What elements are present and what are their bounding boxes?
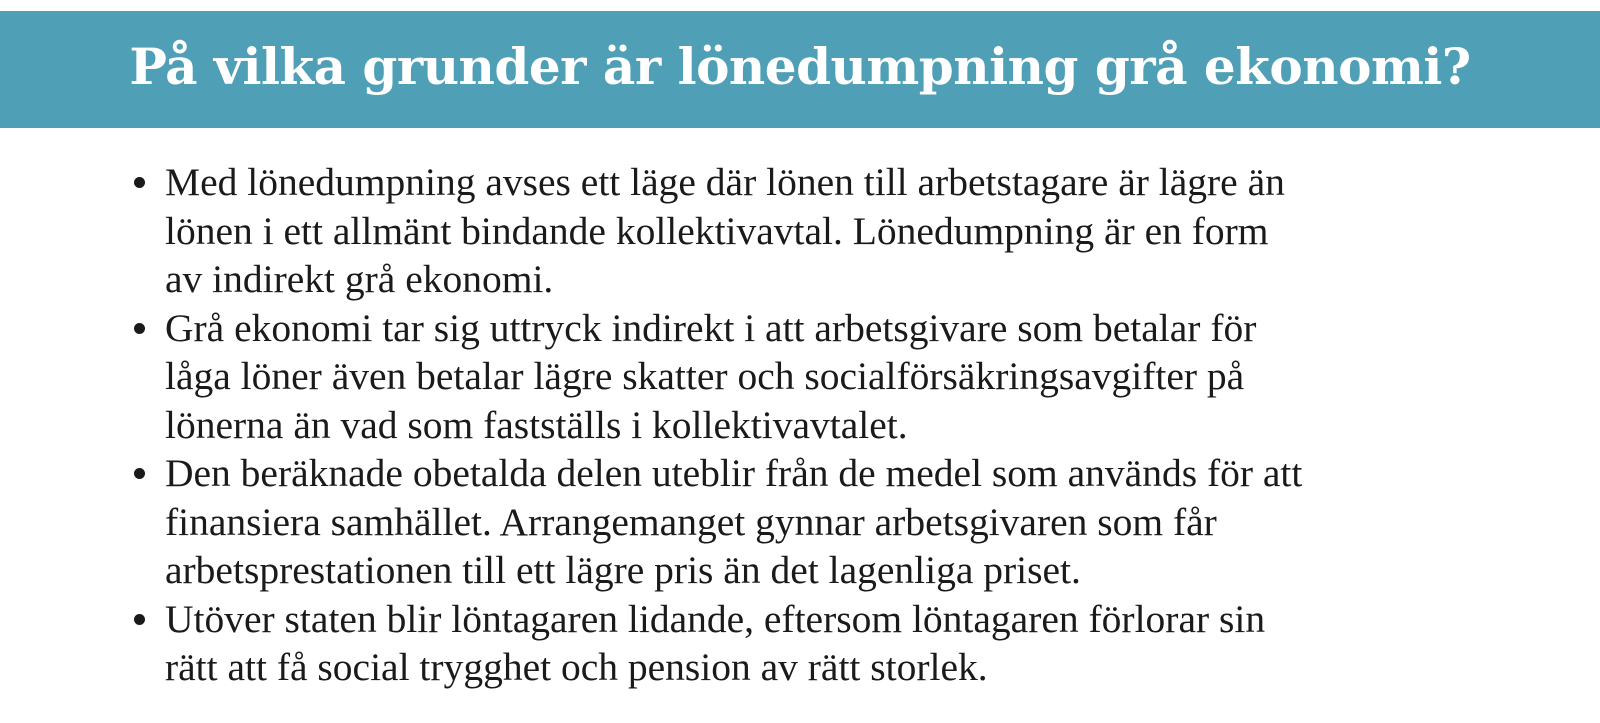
bullet-dot-icon: [134, 614, 145, 625]
bullet-line: Utöver staten blir löntagaren lidande, eftersom löntagaren förlorar sin: [165, 596, 1266, 641]
bullet-line: finansiera samhället. Arrangemanget gynnar arbetsgivaren som får: [165, 499, 1217, 544]
bullet-item: [0, 449, 1600, 595]
bullet-line: av indirekt grå ekonomi.: [165, 257, 554, 301]
bullet-line: Grå ekonomi tar sig uttryck indirekt i att arbetsgivare som betalar för: [165, 305, 1257, 350]
bullet-line: lönerna än vad som fastställs i kollektivavtalet.: [165, 402, 908, 447]
bullet-list: [0, 158, 1600, 692]
bullet-line: Med lönedumpning avses ett läge där lönen till arbetstagare är lägre än: [165, 160, 1285, 204]
bullet-line: arbetsprestationen till ett lägre pris än det lagenliga priset.: [165, 548, 1081, 592]
slide-body: [0, 158, 1600, 692]
slide-title: På vilka grunder är lönedumpning grå ekonomi?: [129, 36, 1471, 96]
bullet-dot-icon: [134, 323, 145, 334]
bullet-dot-icon: [134, 468, 145, 479]
bullet-line: låga löner även betalar lägre skatter och socialförsäkringsavgifter på: [165, 354, 1245, 398]
bullet-item: [0, 304, 1600, 450]
title-banner: [0, 11, 1600, 128]
bullet-line: rätt att få social trygghet och pension av rätt storlek.: [165, 645, 988, 689]
bullet-dot-icon: [134, 177, 145, 188]
bullet-item: [0, 595, 1600, 692]
bullet-line: lönen i ett allmänt bindande kollektivavtal. Lönedumpning är en form: [165, 208, 1269, 253]
bullet-line: Den beräknade obetalda delen uteblir från de medel som används för att: [165, 451, 1303, 495]
bullet-item: [0, 158, 1600, 304]
